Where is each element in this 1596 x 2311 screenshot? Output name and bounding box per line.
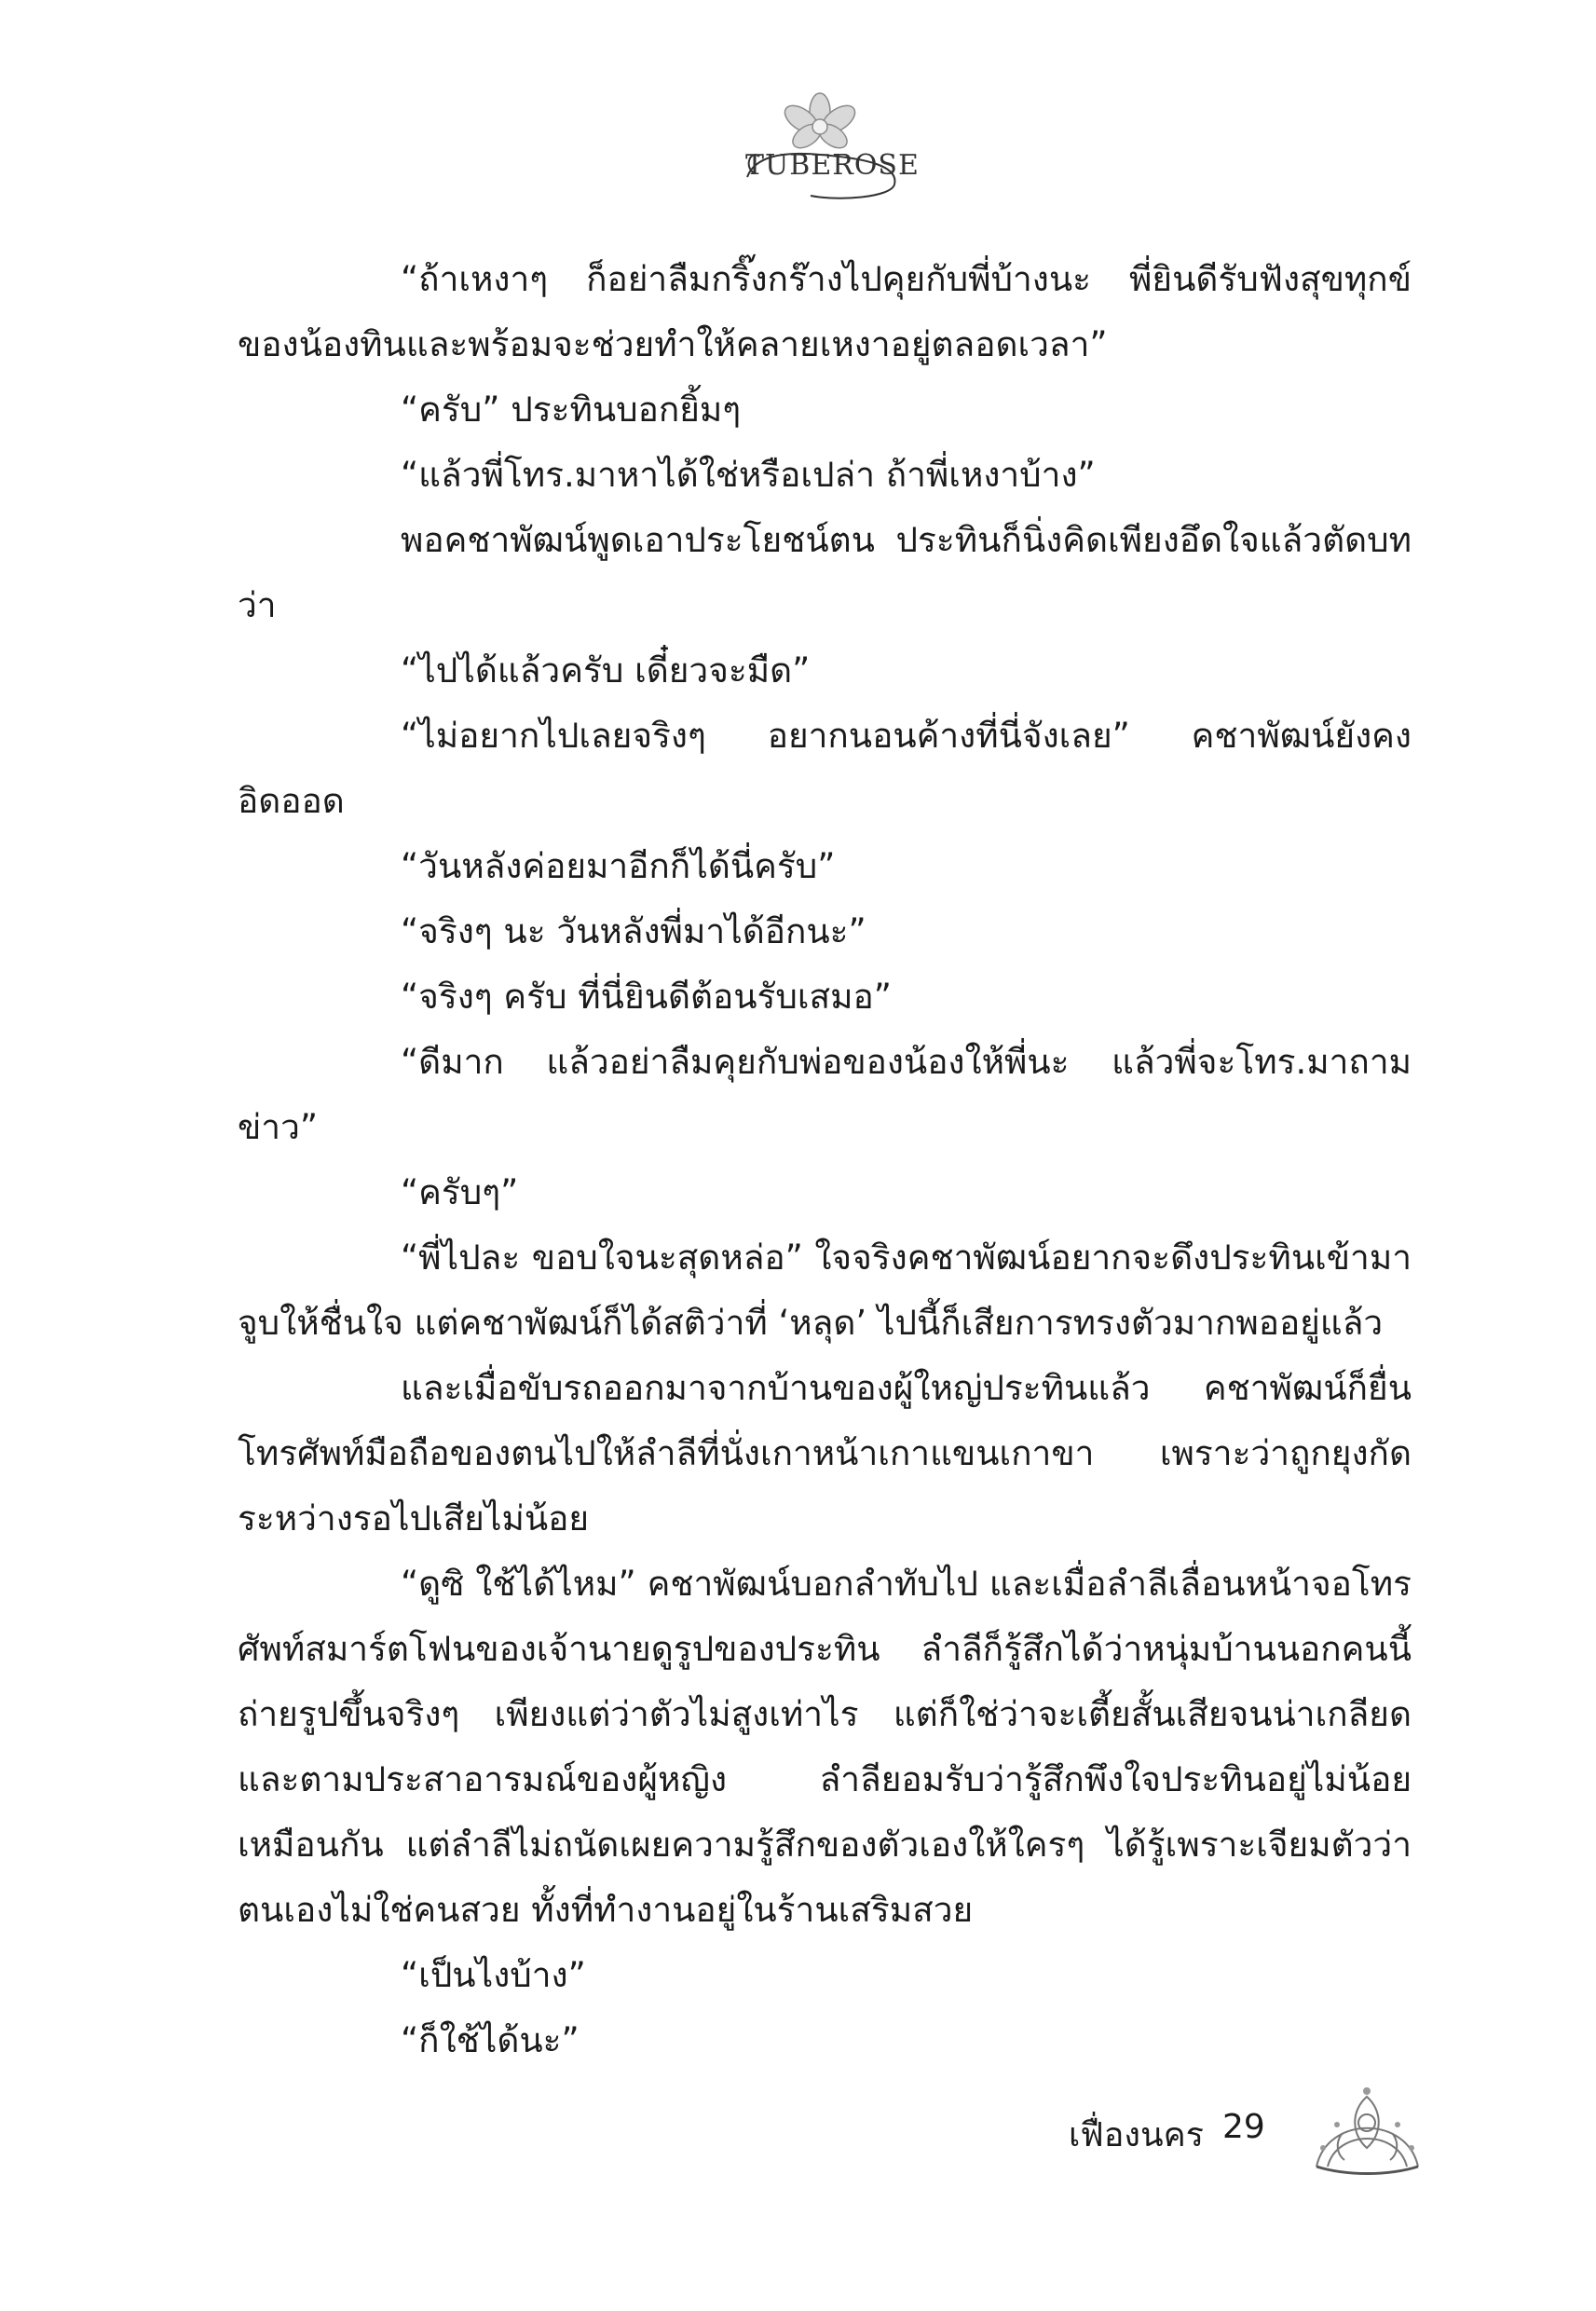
paragraph: และเมื่อขับรถออกมาจากบ้านของผู้ใหญ่ประทินแล้ว คชาพัฒน์ก็ยื่นโทรศัพท์มือถือของตนไปให้ลำลีที่นั่งเกาหน้าเกาแขนเกาขา เพราะว่าถูกยุงกัดระหว่างรอไปเสียไม่น้อย [238, 1368, 1412, 1538]
paragraph: “จริงๆ นะ วันหลังพี่มาได้อีกนะ” [401, 911, 866, 951]
paragraph: “ดีมาก แล้วอย่าลืมคุยกับพ่อของน้องให้พี่นะ แล้วพี่จะโทร.มาถามข่าว” [238, 1042, 1412, 1147]
paragraph: “แล้วพี่โทร.มาหาได้ใช่หรือเปล่า ถ้าพี่เหงาบ้าง” [401, 455, 1096, 495]
paragraph: “ดูซิ ใช้ได้ไหม” คชาพัฒน์บอกลำทับไป และเมื่อลำลีเลื่อนหน้าจอโทรศัพท์สมาร์ตโฟนของเจ้านายดูรูปของประทิน ลำลีก็รู้สึกได้ว่าหนุ่มบ้านนอกคนนี้ถ่ายรูปขึ้นจริงๆ เพียงแต่ว่าตัวไม่สูงเท่าไร แต่ก็ใช่ว่าจะเตี้ยสั้นเสียจนน่าเกลียด และตามประสาอารมณ์ของผู้หญิง ลำลียอมรับว่ารู้สึกพึงใจประทินอยู่ไม่น้อยเหมือนกัน แต่ลำลีไม่ถนัดเผยความรู้สึกของตัวเองให้ใครๆ ได้รู้เพราะเจียมตัวว่าตนเองไม่ใช่คนสวย ทั้งที่ทำงานอยู่ในร้านเสริมสวย [238, 1564, 1412, 1930]
paragraph: พอคชาพัฒน์พูดเอาประโยชน์ตน ประทินก็นิ่งคิดเพียงอึดใจแล้วตัดบทว่า [238, 520, 1412, 625]
paragraph: “ถ้าเหงาๆ ก็อย่าลืมกริ๊งกร๊างไปคุยกับพี่บ้างนะ พี่ยินดีรับฟังสุขทุกข์ของน้องทินและพร้อมจะช่วยทำให้คลายเหงาอยู่ตลอดเวลา” [238, 259, 1412, 364]
paragraph: “พี่ไปละ ขอบใจนะสุดหล่อ” ใจจริงคชาพัฒน์อยากจะดึงประทินเข้ามาจูบให้ชื่นใจ แต่คชาพัฒน์ก็ได้สติว่าที่ ‘หลุด’ ไปนี้ก็เสียการทรงตัวมากพออยู่แล้ว [238, 1238, 1412, 1343]
logo-text: TUBEROSE [745, 149, 920, 182]
tuberose-flower-icon [727, 84, 920, 205]
footer-book-title: เฟื่องนคร [1069, 2116, 1205, 2154]
tuberose-logo [727, 84, 920, 205]
paragraph: “ไปได้แล้วครับ เดี๋ยวจะมืด” [401, 650, 811, 691]
paragraph: “ครับ” ประทินบอกยิ้มๆ [401, 390, 742, 430]
page-number: 29 [1222, 2108, 1265, 2146]
paragraph: “ก็ใช้ได้นะ” [401, 2020, 580, 2060]
body-text [238, 247, 1412, 2073]
paragraph: “ไม่อยากไปเลยจริงๆ อยากนอนค้างที่นี่จังเลย” คชาพัฒน์ยังคงอิดออด [238, 716, 1412, 821]
paragraph: “เป็นไงบ้าง” [401, 1955, 586, 1995]
paragraph: “วันหลังค่อยมาอีกก็ได้นี่ครับ” [401, 846, 836, 886]
paragraph: “จริงๆ ครับ ที่นี่ยินดีต้อนรับเสมอ” [401, 977, 892, 1017]
tiara-icon [1309, 2078, 1425, 2181]
paragraph: “ครับๆ” [401, 1172, 519, 1212]
